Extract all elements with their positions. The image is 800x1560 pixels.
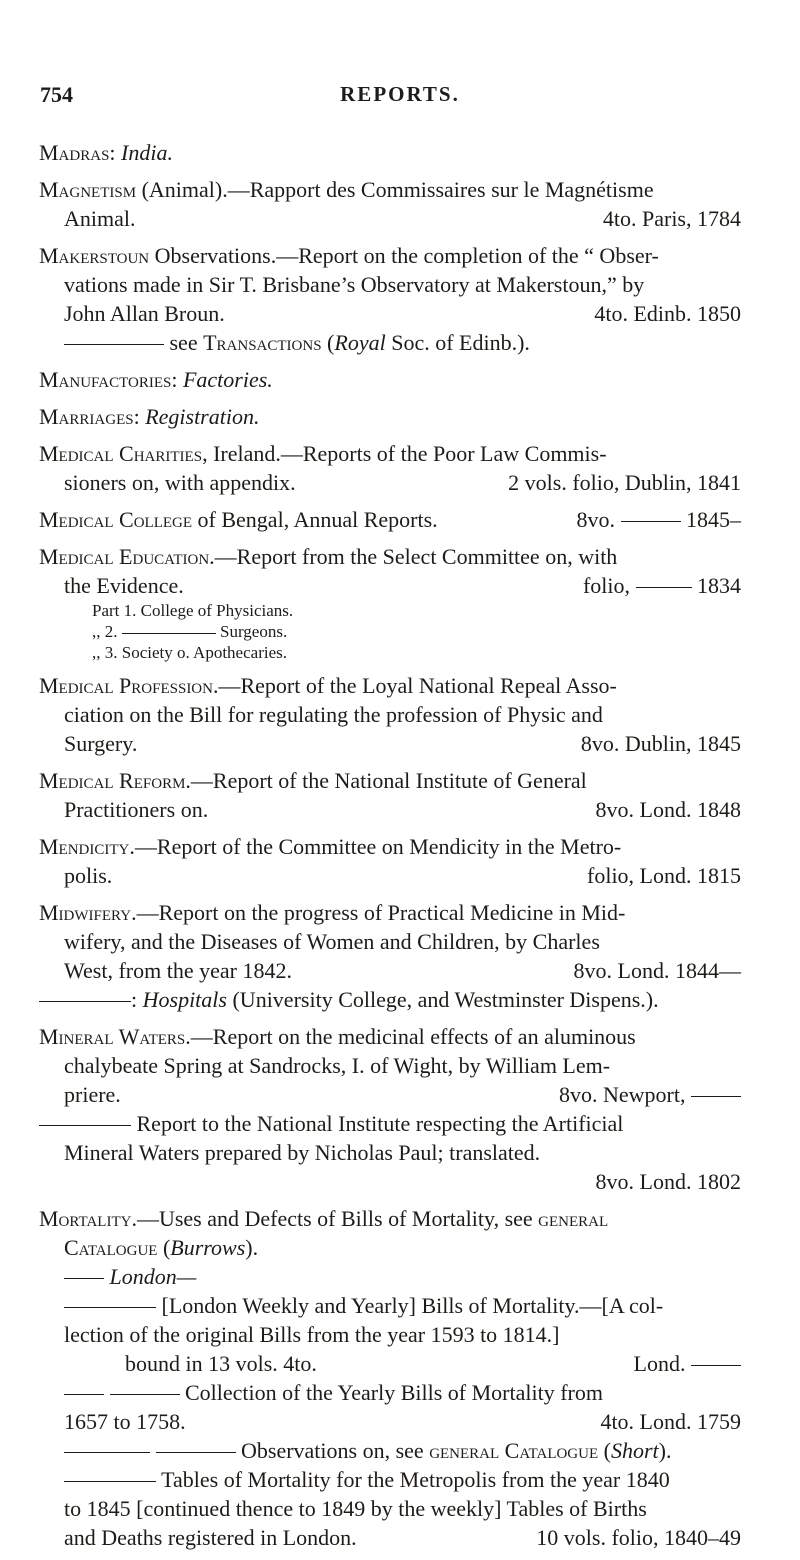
ditto-rule <box>64 1481 156 1482</box>
ditto-rule <box>64 1452 150 1453</box>
entry-text: Tables of Mortality for the Metropolis from the year 1840 <box>161 1467 670 1492</box>
entry-text: Report to the National Institute respecting the Artificial <box>136 1111 624 1136</box>
imprint: 8vo. <box>576 507 615 532</box>
entry-makerstoun: Makerstoun Observations.—Report on the completion of the “ Obser- vations made in Sir T. Brisbane’s Observatory at Makerstoun,” by John Allan Broun. 4to. Edinb. 1850 see Transactions (Royal Soc. of Edinb.). <box>39 243 741 355</box>
entry-heading: Medical Profession <box>39 673 213 698</box>
cross-reference: Royal <box>334 330 386 355</box>
entry-text: vations made in Sir T. Brisbane’s Observatory at Makerstoun,” by <box>64 272 645 297</box>
entry-text: Mineral Waters prepared by Nicholas Paul; translated. <box>64 1140 541 1165</box>
entry-heading: Mineral Waters <box>39 1024 186 1049</box>
imprint: 8vo. Dublin, 1845 <box>580 731 741 756</box>
imprint: 1845– <box>686 507 741 532</box>
imprint: 4to. Lond. 1759 <box>600 1409 741 1434</box>
entry-text: [London Weekly and Yearly] Bills of Mortality.—[A col- <box>161 1293 664 1318</box>
entry-text: .—Report of the National Institute of General <box>185 768 587 793</box>
cross-reference: Short <box>610 1438 659 1463</box>
imprint: 8vo. Lond. 1848 <box>595 797 741 822</box>
ditto-rule <box>691 1365 741 1366</box>
ditto-rule <box>621 521 681 522</box>
entry-text: .—Uses and Defects of Bills of Mortality, see <box>131 1206 539 1231</box>
imprint: 1834 <box>697 573 741 598</box>
cross-reference: Burrows <box>170 1235 246 1260</box>
entry-text: sioners on, with appendix. <box>64 470 296 495</box>
entry-mortality: Mortality.—Uses and Defects of Bills of Mortality, see general Catalogue (Burrows). London— [London Weekly and Yearly] Bills of Mortality.—[A col- lection of the original Bills from the year 1593 to 1814.] bound in 13 vols. 4to. Lond. Collection of the Yearly Bills of Mortality from 1657 to 1758. 4to. Lond. 1759 Observations on, see general Catalogue (Short). Tables of Mortality for the Metropolis from the year 1840 to 1845 [continued thence to 1849 by the weekly] Tables of Births and Deaths registered in London. 10 vols. folio, 1840–49 <box>39 1206 741 1550</box>
entry-heading: Medical College <box>39 507 193 532</box>
entry-medical-charities <box>39 439 741 497</box>
entry-text: (University College, and Westminster Dispens.). <box>226 987 659 1012</box>
entry-text: the Evidence. <box>64 573 184 598</box>
entry-heading: Medical Reform <box>39 768 186 793</box>
ditto-rule <box>156 1452 236 1453</box>
entry-heading: Medical Education <box>39 544 210 569</box>
ditto-rule <box>64 1307 156 1308</box>
imprint: 4to. Edinb. 1850 <box>594 301 741 326</box>
cross-reference: India. <box>121 140 173 165</box>
page-header <box>40 82 760 108</box>
imprint: 2 vols. folio, Dublin, 1841 <box>508 470 741 495</box>
entry-text: (Animal).—Rapport des Commissaires sur le Magnétisme <box>136 177 654 202</box>
entry-part: ,, 3. Society o. Apothecaries. <box>92 643 287 662</box>
cross-reference: Hospitals <box>142 987 227 1012</box>
page-number: 754 <box>40 82 73 107</box>
entry-text: to 1845 [continued thence to 1849 by the weekly] Tables of Births <box>64 1496 647 1521</box>
entry-part: Part 1. College of Physicians. <box>92 601 294 620</box>
cross-reference: Registration. <box>145 404 260 429</box>
entry-text: Animal. <box>64 206 136 231</box>
cross-reference: Factories. <box>182 367 273 392</box>
entry-heading: Makerstoun <box>39 243 150 268</box>
entry-text: Collection of the Yearly Bills of Mortality from <box>185 1380 603 1405</box>
ditto-rule <box>110 1394 180 1395</box>
imprint: 8vo. Lond. 1802 <box>595 1169 741 1194</box>
entry-text: Surgery. <box>64 731 138 756</box>
imprint: folio, <box>582 573 630 598</box>
entry-text: .—Report on the progress of Practical Medicine in Mid- <box>131 900 626 925</box>
imprint: 8vo. Newport, <box>559 1082 686 1107</box>
entry-heading: Madras: <box>39 140 116 165</box>
entry-part: ,, 2. Surgeons. <box>92 622 288 641</box>
entry-text: .—Report from the Select Committee on, with <box>209 544 618 569</box>
imprint: Lond. <box>633 1351 686 1376</box>
entry-text: ). <box>658 1438 672 1463</box>
ditto-rule <box>636 587 692 588</box>
entry-mineral-waters <box>39 1022 741 1196</box>
entry-text: West, from the year 1842. <box>64 958 292 983</box>
entry-text: 1657 to 1758. <box>64 1409 186 1434</box>
cross-reference: general <box>538 1206 609 1231</box>
entry-text: Soc. of Edinb.). <box>385 330 530 355</box>
entry-midwifery <box>39 898 741 1014</box>
entry-text: Observations on, see <box>241 1438 430 1463</box>
entry-text: Observations.—Report on the completion of the “ Obser- <box>149 243 659 268</box>
entry-heading: Midwifery <box>39 900 132 925</box>
entry-text: , Ireland.—Reports of the Poor Law Commis- <box>202 441 607 466</box>
ditto-rule <box>64 1394 104 1395</box>
entry-text: bound in 13 vols. 4to. <box>125 1351 317 1376</box>
entry-text: chalybeate Spring at Sandrocks, I. of Wight, by William Lem- <box>64 1053 611 1078</box>
entry-manufactories <box>39 365 741 394</box>
cross-reference: Catalogue <box>64 1235 158 1260</box>
cross-reference: Transactions <box>203 330 322 355</box>
entry-text: .—Report of the Loyal National Repeal Asso- <box>212 673 617 698</box>
entry-text: Practitioners on. <box>64 797 209 822</box>
entry-heading: Magnetism <box>39 177 137 202</box>
entry-text: wifery, and the Diseases of Women and Children, by Charles <box>64 929 600 954</box>
ditto-rule <box>691 1096 741 1097</box>
entry-text: priere. <box>64 1082 121 1107</box>
entry-text: see <box>169 330 204 355</box>
ditto-rule <box>39 1001 131 1002</box>
entry-text: polis. <box>64 863 113 888</box>
imprint: 4to. Paris, 1784 <box>602 206 741 231</box>
entry-marriages <box>39 402 741 431</box>
entry-heading: Mendicity <box>39 834 130 859</box>
entry-heading: Marriages: <box>39 404 140 429</box>
ditto-rule <box>39 1125 131 1126</box>
entry-heading: Medical Charities <box>39 441 203 466</box>
entry-medical-education <box>39 542 741 663</box>
entry-text: : <box>131 987 143 1012</box>
sub-heading: London— <box>109 1264 197 1289</box>
imprint: 8vo. Lond. 1844— <box>573 958 741 983</box>
entry-heading: Manufactories: <box>39 367 178 392</box>
entry-medical-profession <box>39 671 741 758</box>
ditto-rule <box>64 1278 104 1279</box>
imprint: 10 vols. folio, 1840–49 <box>536 1525 741 1550</box>
entry-text: ciation on the Bill for regulating the profession of Physic and <box>64 702 603 727</box>
catalogue-entries <box>39 138 741 1560</box>
entry-mendicity <box>39 832 741 890</box>
ditto-rule <box>122 633 216 634</box>
entry-text: of Bengal, Annual Reports. <box>192 507 438 532</box>
entry-medical-college <box>39 505 741 534</box>
imprint: folio, Lond. 1815 <box>587 863 741 888</box>
entry-text: ). <box>245 1235 259 1260</box>
entry-text: lection of the original Bills from the year 1593 to 1814.] <box>64 1322 560 1347</box>
entry-heading: Mortality <box>39 1206 132 1231</box>
cross-reference: general Catalogue <box>429 1438 599 1463</box>
entry-text: .—Report on the medicinal effects of an aluminous <box>185 1024 636 1049</box>
entry-text: and Deaths registered in London. <box>64 1525 357 1550</box>
entry-medical-reform <box>39 766 741 824</box>
entry-text: .—Report of the Committee on Mendicity in the Metro- <box>129 834 622 859</box>
running-head: REPORTS. <box>340 82 460 106</box>
entry-madras <box>39 138 741 167</box>
ditto-rule <box>64 344 164 345</box>
entry-magnetism <box>39 175 741 233</box>
entry-text: John Allan Broun. <box>64 301 225 326</box>
